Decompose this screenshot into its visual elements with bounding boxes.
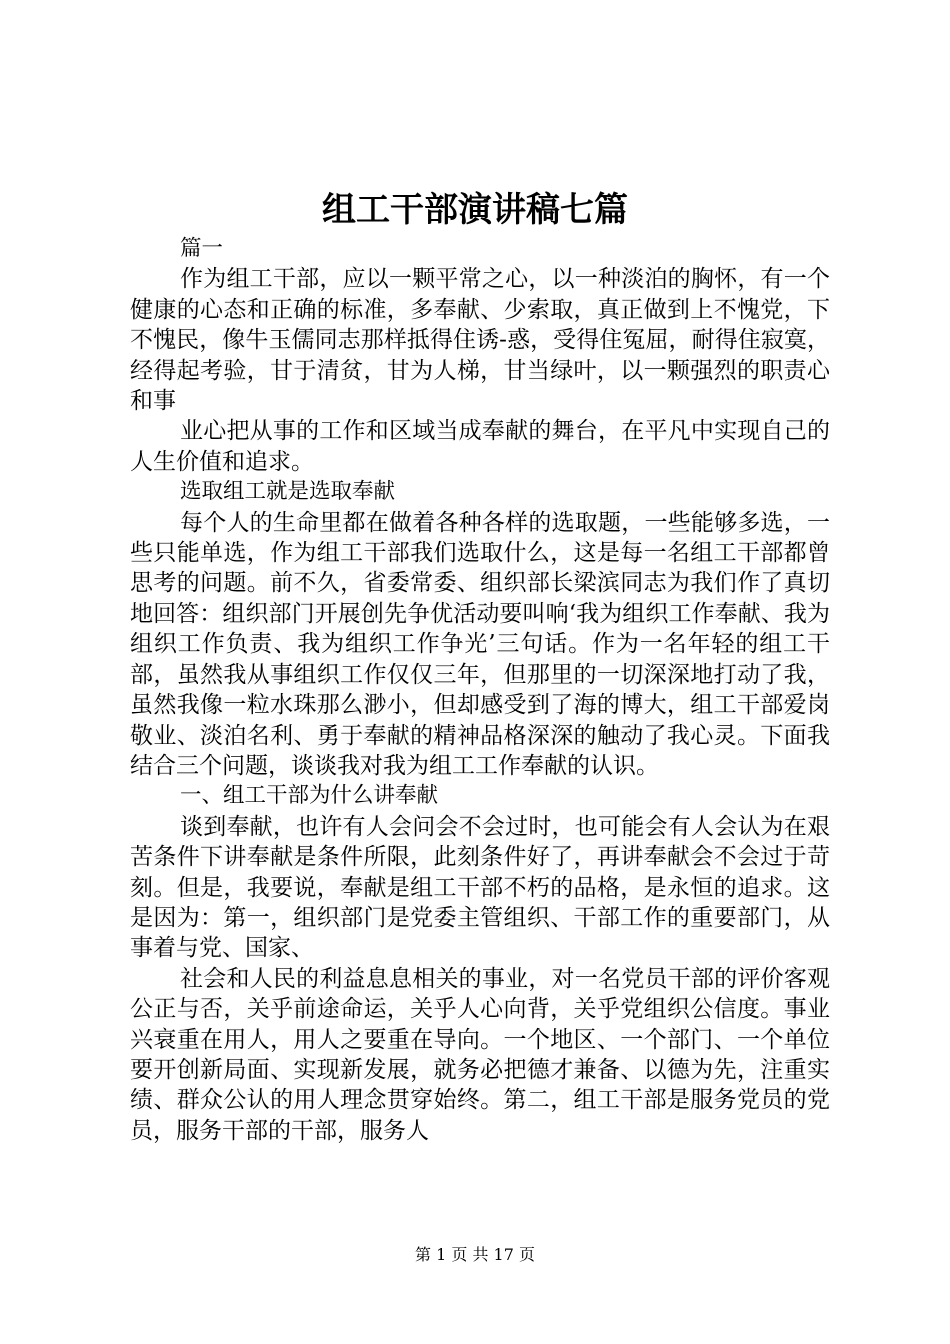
paragraph-4: 谈到奉献，也许有人会问会不会过时，也可能会有人会认为在艰苦条件下讲奉献是条件所限，此刻条件好了，再讲奉献会不会过于苛刻。但是，我要说，奉献是组工干部不朽的品格，是永恒的追求。这是因为：第一，组织部门是党委主管组织、干部工作的重要部门，从事着与党、国家、 xyxy=(130,813,830,962)
document-body xyxy=(130,234,830,1146)
page-title: 组工干部演讲稿七篇 xyxy=(322,190,628,230)
paragraph-5: 社会和人民的利益息息相关的事业，对一名党员干部的评价客观公正与否，关乎前途命运，关乎人心向背，关乎党组织公信度。事业兴衰重在用人，用人之要重在导向。一个地区、一个部门、一个单位要开创新局面、实现新发展，就务必把德才兼备、以德为先，注重实绩、群众公认的用人理念贯穿始终。第二，组工干部是服务党员的党员，服务干部的干部，服务人 xyxy=(130,965,830,1144)
section-heading-2: 选取组工就是选取奉献 xyxy=(180,479,396,505)
paragraph-3: 每个人的生命里都在做着各种各样的选取题，一些能够多选，一些只能单选，作为组工干部我们选取什么，这是每一名组工干部都曾思考的问题。前不久，省委常委、组织部长梁滨同志为我们作了真切地回答：组织部门开展创先争优活动要叫响‘我为组织工作奉献、我为组织工作负责、我为组织工作争光’三句话。作为一名年轻的组工干部，虽然我从事组织工作仅仅三年，但那里的一切深深地打动了我，虽然我像一粒水珠那么渺小，但却感受到了海的博大，组工干部爱岗敬业、淡泊名利、勇于奉献的精神品格深深的触动了我心灵。下面我结合三个问题，谈谈我对我为组工工作奉献的认识。 xyxy=(130,509,830,779)
paragraph-1: 作为组工干部，应以一颗平常之心，以一种淡泊的胸怀，有一个健康的心态和正确的标准，多奉献、少索取，真正做到上不愧党，下不愧民，像牛玉儒同志那样抵得住诱-惑，受得住冤屈，耐得住寂寞，经得起考验，甘于清贫，甘为人梯，甘当绿叶，以一颗强烈的职责心和事 xyxy=(130,266,830,415)
paragraph-2: 业心把从事的工作和区域当成奉献的舞台，在平凡中实现自己的人生价值和追求。 xyxy=(130,418,830,475)
page-number-footer: 第 1 页 共 17 页 xyxy=(415,1245,535,1264)
section-heading-3: 一、组工干部为什么讲奉献 xyxy=(180,783,439,809)
section-heading-1: 篇一 xyxy=(180,236,224,261)
